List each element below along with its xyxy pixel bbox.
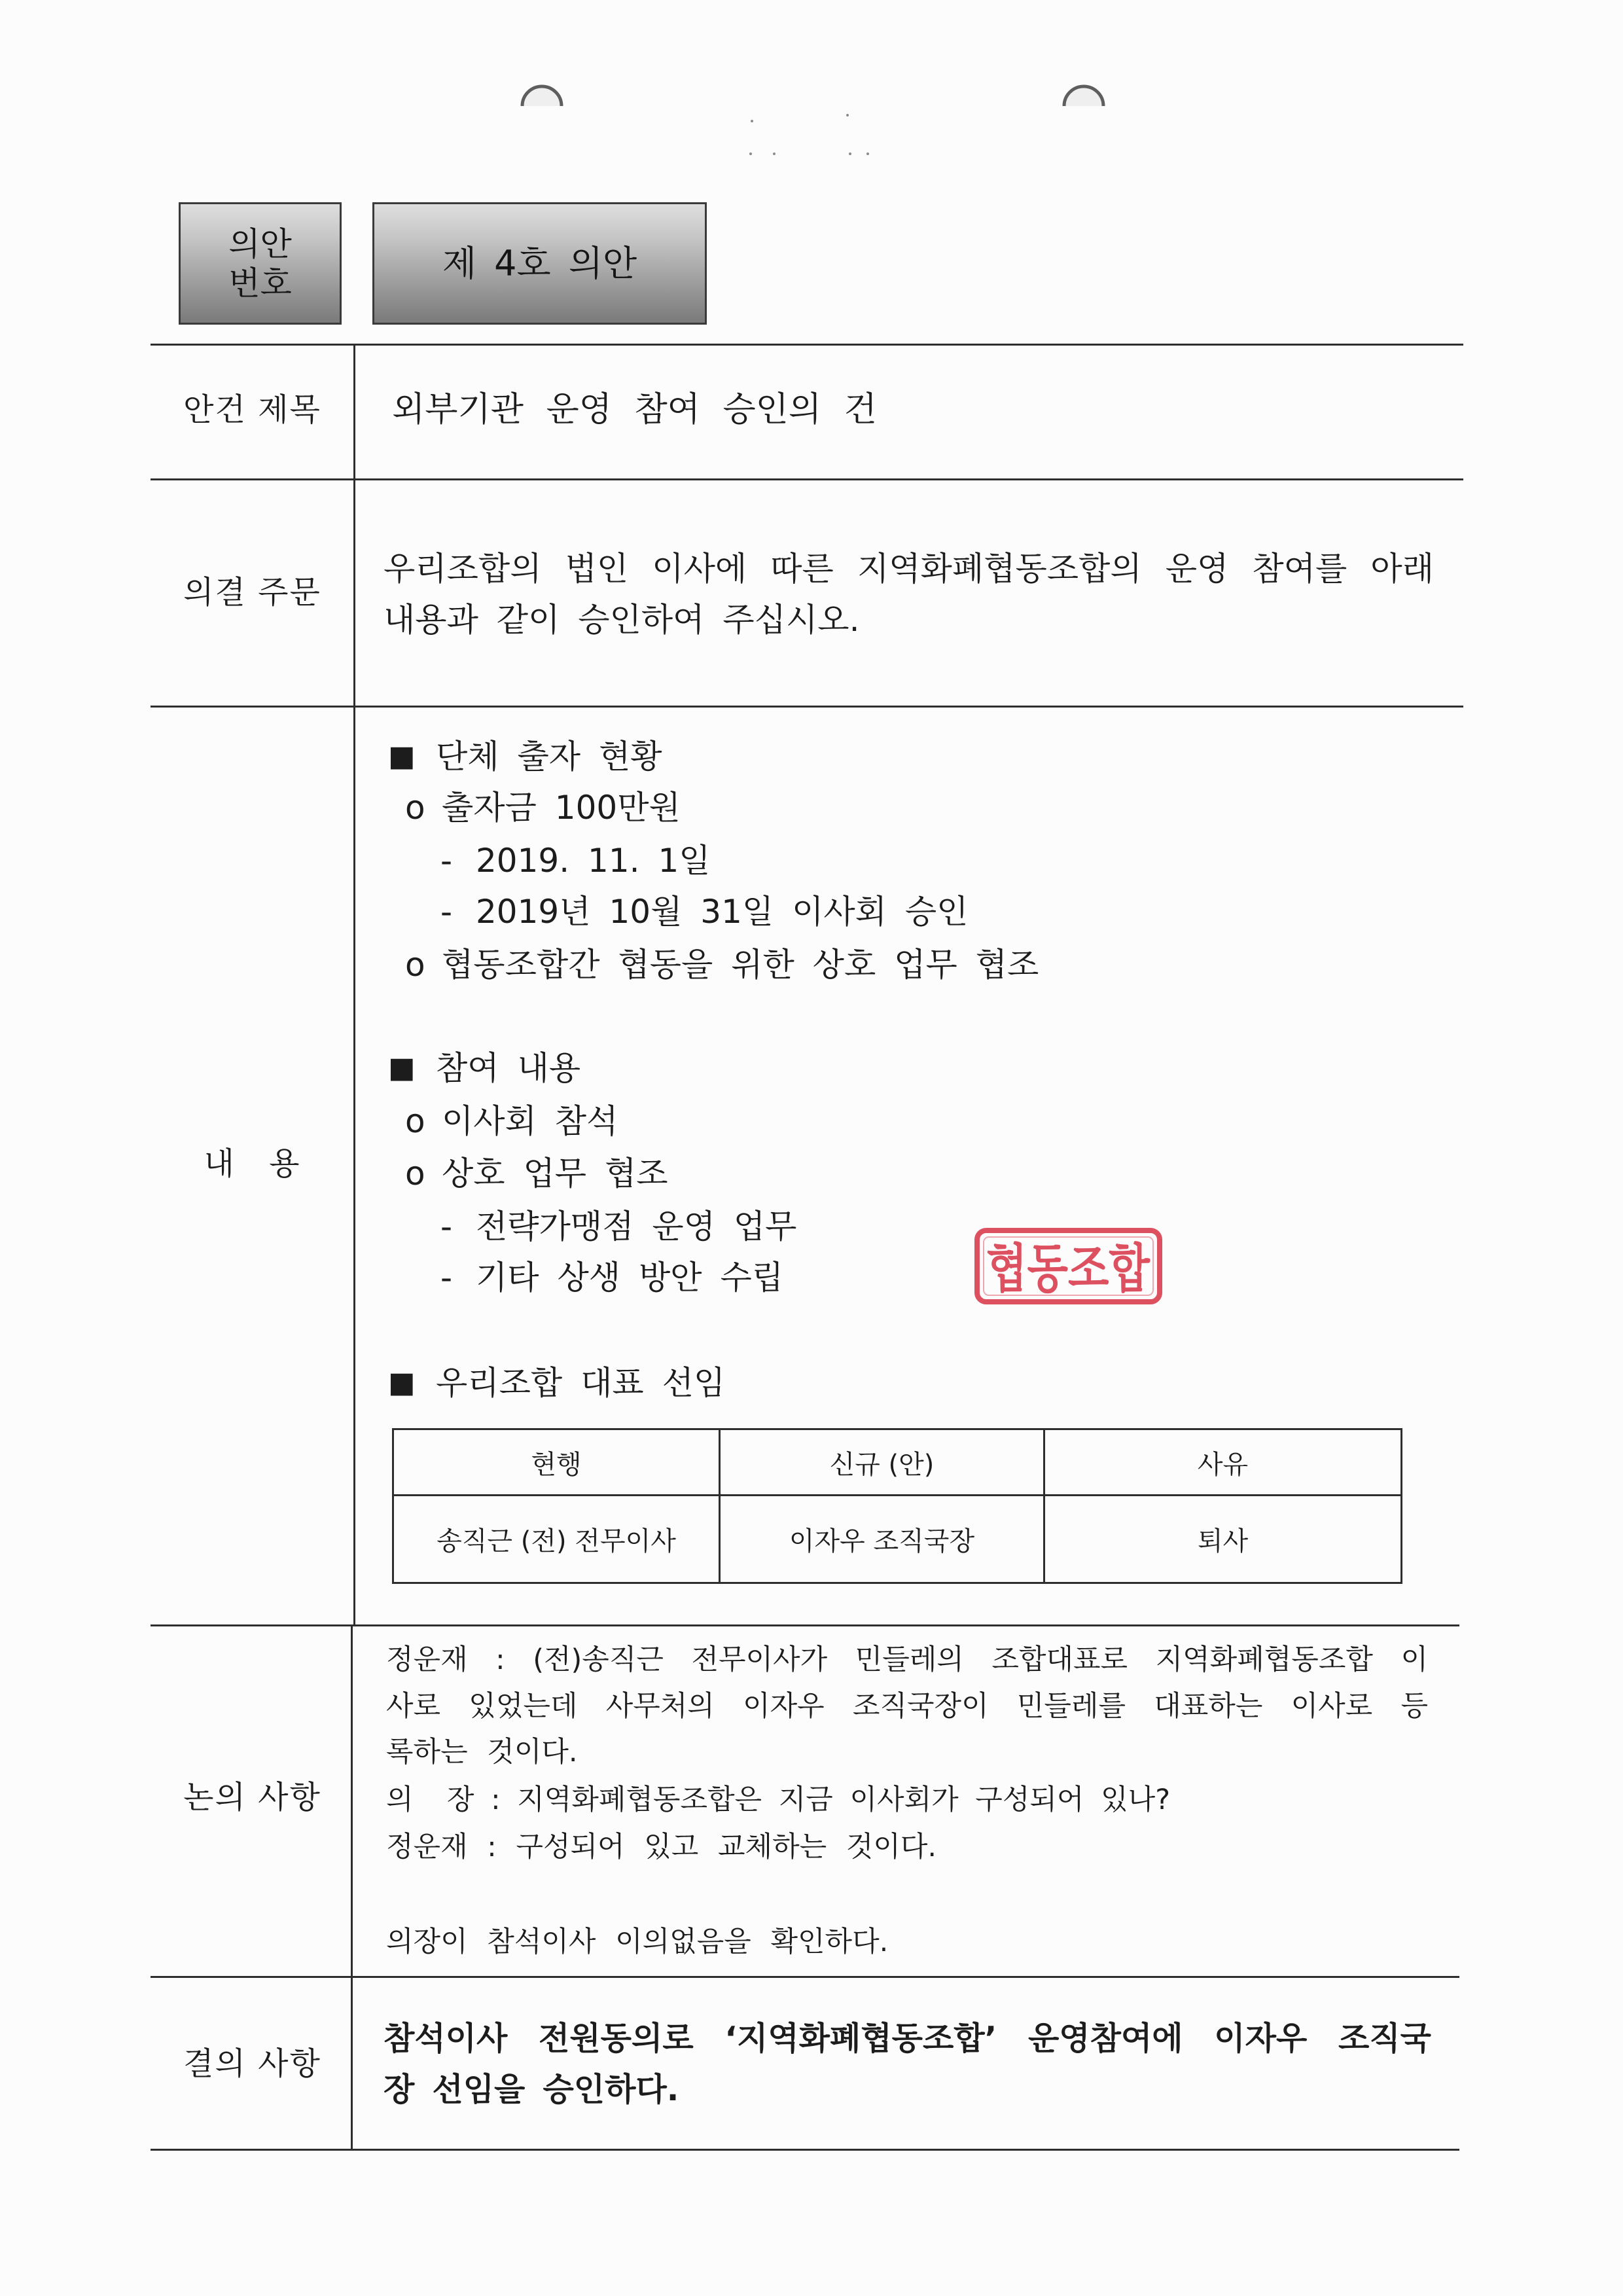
column-header-reason: 사유: [1044, 1429, 1402, 1496]
discussion-line: 정운재 : (전)송직근 전무이사가 민들레의 조합대표로 지역화폐협동조합 이: [386, 1643, 1428, 1676]
cooperative-seal-stamp: [973, 1227, 1164, 1306]
table-rule-top: [151, 344, 1463, 346]
list-item: 출자금 100만원: [442, 789, 681, 827]
section-heading: 참여 내용: [436, 1049, 581, 1087]
scan-speck: [866, 152, 869, 155]
item-dash: -: [440, 893, 453, 931]
list-item: 2019. 11. 1일: [476, 842, 711, 880]
decision-line: 참석이사 전원동의로 ‘지역화폐협동조합’ 운영참여에 이자우 조직국: [383, 2020, 1431, 2057]
column-header-current: 현행: [393, 1429, 720, 1496]
table-rule-bottom: [151, 2149, 1459, 2151]
discussion-line: 사로 있었는데 사무처의 이자우 조직국장이 민들레를 대표하는 이사로 등: [386, 1690, 1428, 1723]
agenda-number-value-box: [372, 202, 707, 325]
agenda-number-label-box: [179, 202, 342, 325]
item-bullet: o: [405, 946, 425, 984]
list-item: 상호 업무 협조: [442, 1155, 668, 1193]
section-square-bullet: ■: [388, 1366, 416, 1399]
agenda-title: 외부기관 운영 참여 승인의 건: [392, 390, 877, 429]
table-column-divider-upper: [353, 344, 355, 1626]
cell-reason: 퇴사: [1044, 1496, 1402, 1583]
item-bullet: o: [405, 789, 425, 827]
scan-speck: [849, 152, 851, 155]
section-square-bullet: ■: [388, 1051, 416, 1085]
discussion-line: 정운재 : 구성되어 있고 교체하는 것이다.: [386, 1831, 937, 1863]
table-rule-row2: [151, 706, 1463, 708]
scan-speck: [751, 120, 753, 122]
table-rule-row1: [151, 478, 1463, 480]
list-item: 전략가맹점 운영 업무: [476, 1208, 797, 1246]
table-header-row: [393, 1429, 1402, 1496]
discussion-line: 의 장 : 지역화폐협동조합은 지금 이사회가 구성되어 있나?: [386, 1784, 1171, 1816]
scan-speck: [773, 152, 776, 155]
discussion-line: 록하는 것이다.: [386, 1736, 578, 1768]
label-title: 안건 제목: [183, 391, 321, 428]
stamp-text: 협동조합: [986, 1238, 1151, 1299]
label-resolution-order: 의결 주문: [183, 574, 321, 611]
table-rule-row4: [151, 1976, 1459, 1978]
table-row: [393, 1496, 1402, 1583]
agenda-number: 제 4호 의안: [442, 242, 637, 284]
punch-hole-left: [512, 65, 572, 111]
discussion-line: 의장이 참석이사 이의없음을 확인하다.: [386, 1926, 889, 1958]
decision-line: 장 선임을 승인하다.: [383, 2071, 679, 2108]
item-bullet: o: [405, 1155, 425, 1193]
column-header-new: 신규 (안): [720, 1429, 1044, 1496]
cell-new: 이자우 조직국장: [720, 1496, 1044, 1583]
cell-current: 송직근 (전) 전무이사: [393, 1496, 720, 1583]
section-heading: 단체 출자 현황: [436, 738, 662, 776]
scan-speck: [749, 152, 752, 155]
scan-speck: [846, 114, 849, 117]
label-content: 내 용: [204, 1145, 301, 1182]
item-dash: -: [440, 1259, 453, 1297]
resolution-order-line: 내용과 같이 승인하여 주십시오.: [383, 601, 860, 639]
item-dash: -: [440, 842, 453, 880]
agenda-label-line1: 의안: [228, 224, 292, 263]
list-item: 이사회 참석: [442, 1102, 618, 1140]
punch-hole-right: [1054, 65, 1114, 111]
resolution-order-line: 우리조합의 법인 이사에 따른 지역화폐협동조합의 운영 참여를 아래: [383, 550, 1434, 588]
label-decision: 결의 사항: [183, 2045, 321, 2082]
item-bullet: o: [405, 1102, 425, 1140]
item-dash: -: [440, 1208, 453, 1246]
table-rule-row3: [151, 1624, 1459, 1626]
section-square-bullet: ■: [388, 740, 416, 773]
list-item: 협동조합간 협동을 위한 상호 업무 협조: [442, 946, 1039, 984]
list-item: 2019년 10월 31일 이사회 승인: [476, 893, 969, 931]
section-heading: 우리조합 대표 선임: [436, 1364, 726, 1402]
agenda-label-line2: 번호: [228, 264, 292, 302]
label-discussion: 논의 사항: [183, 1779, 321, 1816]
representative-table: [392, 1428, 1402, 1584]
list-item: 기타 상생 방안 수립: [476, 1259, 784, 1297]
